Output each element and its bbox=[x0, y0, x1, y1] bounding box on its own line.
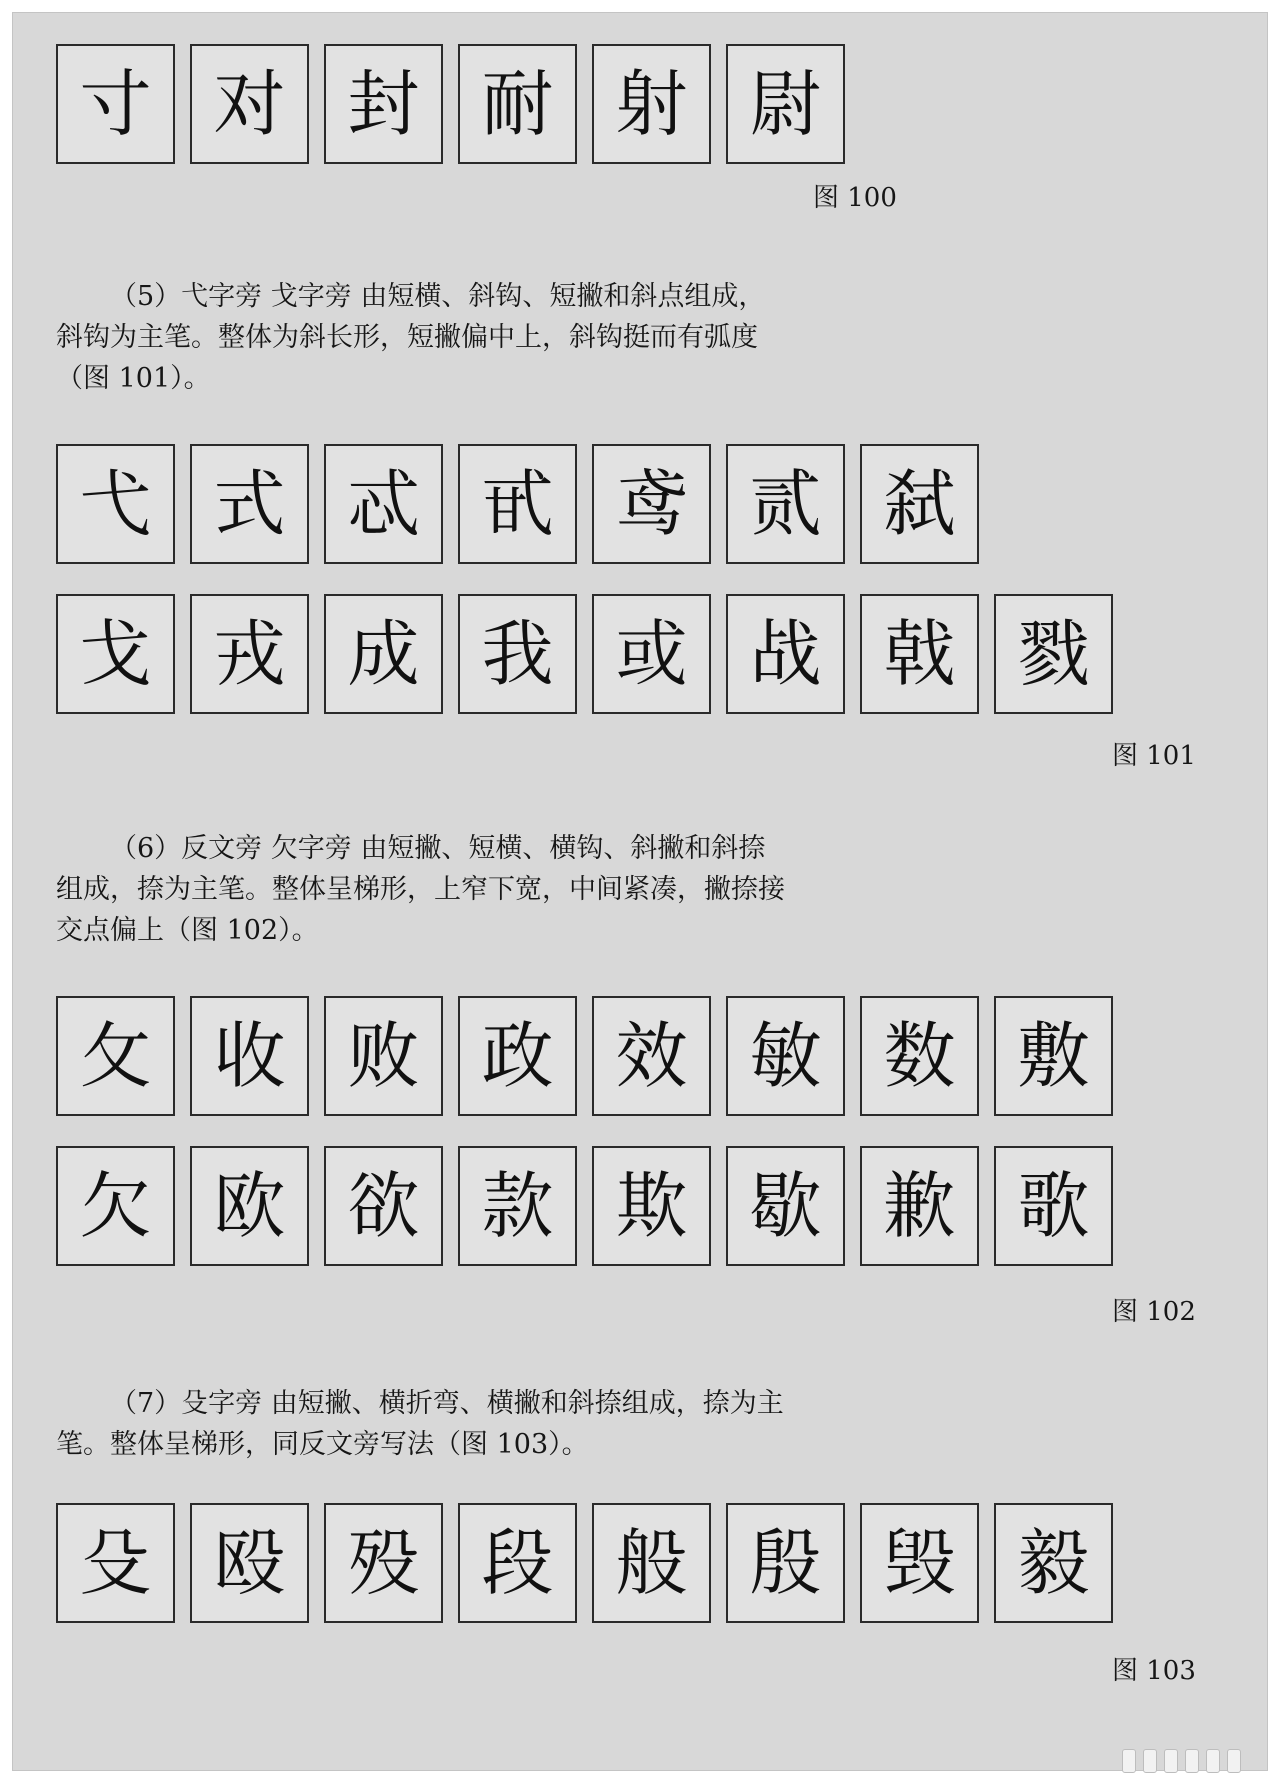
char-box bbox=[56, 1503, 175, 1623]
char-glyph: 敏 bbox=[749, 1014, 822, 1098]
char-box bbox=[592, 444, 711, 564]
char-glyph: 对 bbox=[213, 62, 286, 146]
char-glyph: 我 bbox=[481, 612, 554, 696]
char-box bbox=[458, 996, 577, 1116]
char-glyph: 殴 bbox=[213, 1521, 286, 1605]
gallery-indicator bbox=[1122, 1749, 1262, 1773]
char-glyph: 攵 bbox=[79, 1014, 152, 1098]
char-box bbox=[994, 1503, 1113, 1623]
char-glyph: 戮 bbox=[1017, 612, 1090, 696]
char-box bbox=[190, 1503, 309, 1623]
char-glyph: 鸢 bbox=[615, 462, 688, 546]
indicator-tick bbox=[1164, 1749, 1178, 1773]
char-box bbox=[726, 444, 845, 564]
char-glyph: 戈 bbox=[79, 612, 152, 696]
char-box bbox=[324, 44, 443, 164]
char-glyph: 败 bbox=[347, 1014, 420, 1098]
figure-caption-102: 图 102 bbox=[1112, 1297, 1196, 1327]
char-box bbox=[324, 1146, 443, 1266]
char-box bbox=[592, 1503, 711, 1623]
indicator-tick bbox=[1227, 1749, 1241, 1773]
char-glyph: 战 bbox=[749, 612, 822, 696]
char-box bbox=[860, 444, 979, 564]
char-box bbox=[324, 1503, 443, 1623]
indicator-tick bbox=[1122, 1749, 1136, 1773]
char-glyph: 欠 bbox=[79, 1164, 152, 1248]
char-box bbox=[190, 594, 309, 714]
char-glyph: 效 bbox=[615, 1014, 688, 1098]
char-box bbox=[994, 996, 1113, 1116]
char-box bbox=[190, 1146, 309, 1266]
char-box bbox=[860, 594, 979, 714]
char-glyph: 般 bbox=[615, 1521, 688, 1605]
char-box bbox=[860, 996, 979, 1116]
char-box bbox=[190, 996, 309, 1116]
char-glyph: 毅 bbox=[1017, 1521, 1090, 1605]
char-glyph: 或 bbox=[615, 612, 688, 696]
char-box bbox=[726, 594, 845, 714]
char-box bbox=[726, 1503, 845, 1623]
char-box bbox=[56, 594, 175, 714]
book-page bbox=[12, 12, 1268, 1771]
char-glyph: 数 bbox=[883, 1014, 956, 1098]
char-glyph: 成 bbox=[347, 612, 420, 696]
indicator-tick bbox=[1206, 1749, 1220, 1773]
char-box bbox=[592, 1146, 711, 1266]
char-box bbox=[458, 1146, 577, 1266]
char-box bbox=[56, 444, 175, 564]
char-glyph: 弋 bbox=[79, 462, 152, 546]
paragraph-6: （6）反文旁 欠字旁 由短撇、短横、横钩、斜撇和斜捺组成，捺为主笔。整体呈梯形，上窄下宽，中间紧凑，撇捺接交点偏上（图 102）。 bbox=[56, 833, 785, 946]
char-box bbox=[324, 594, 443, 714]
indicator-tick bbox=[1143, 1749, 1157, 1773]
char-glyph: 殁 bbox=[347, 1521, 420, 1605]
char-box bbox=[994, 1146, 1113, 1266]
char-glyph: 式 bbox=[213, 462, 286, 546]
char-glyph: 殷 bbox=[749, 1521, 822, 1605]
char-glyph: 射 bbox=[615, 62, 688, 146]
figure-caption-100: 图 100 bbox=[813, 183, 897, 213]
char-box bbox=[190, 444, 309, 564]
char-glyph: 封 bbox=[347, 62, 420, 146]
char-glyph: 殳 bbox=[79, 1521, 152, 1605]
char-box bbox=[860, 1503, 979, 1623]
char-glyph: 欺 bbox=[615, 1164, 688, 1248]
char-glyph: 弑 bbox=[883, 462, 956, 546]
char-box bbox=[56, 996, 175, 1116]
char-glyph: 寸 bbox=[79, 62, 152, 146]
char-box bbox=[592, 594, 711, 714]
char-glyph: 敷 bbox=[1017, 1014, 1090, 1098]
char-glyph: 款 bbox=[481, 1164, 554, 1248]
char-box bbox=[324, 444, 443, 564]
char-box bbox=[726, 996, 845, 1116]
char-glyph: 段 bbox=[481, 1521, 554, 1605]
paragraph-7: （7）殳字旁 由短撇、横折弯、横撇和斜捺组成，捺为主笔。整体呈梯形，同反文旁写法（图 103）。 bbox=[56, 1388, 784, 1460]
char-box bbox=[994, 594, 1113, 714]
char-box bbox=[458, 594, 577, 714]
char-box bbox=[458, 444, 577, 564]
figure-caption-101: 图 101 bbox=[1112, 741, 1196, 771]
char-box bbox=[592, 996, 711, 1116]
paragraph-5: （5）弋字旁 戈字旁 由短横、斜钩、短撇和斜点组成，斜钩为主笔。整体为斜长形，短撇偏中上，斜钩挺而有弧度（图 101）。 bbox=[56, 281, 766, 394]
char-box bbox=[592, 44, 711, 164]
char-glyph: 耐 bbox=[481, 62, 554, 146]
char-box bbox=[458, 44, 577, 164]
char-glyph: 甙 bbox=[481, 462, 554, 546]
figure-caption-103: 图 103 bbox=[1112, 1656, 1196, 1686]
char-glyph: 戟 bbox=[883, 612, 956, 696]
char-box bbox=[726, 1146, 845, 1266]
char-glyph: 收 bbox=[213, 1014, 286, 1098]
char-glyph: 政 bbox=[481, 1014, 554, 1098]
char-box bbox=[324, 996, 443, 1116]
char-glyph: 忒 bbox=[347, 462, 420, 546]
char-glyph: 歌 bbox=[1017, 1164, 1090, 1248]
char-glyph: 毁 bbox=[883, 1521, 956, 1605]
char-box bbox=[190, 44, 309, 164]
indicator-tick bbox=[1185, 1749, 1199, 1773]
char-box bbox=[860, 1146, 979, 1266]
char-box bbox=[458, 1503, 577, 1623]
char-glyph: 歉 bbox=[883, 1164, 956, 1248]
char-box bbox=[726, 44, 845, 164]
char-glyph: 戎 bbox=[213, 612, 286, 696]
char-glyph: 尉 bbox=[749, 62, 822, 146]
char-glyph: 歇 bbox=[749, 1164, 822, 1248]
char-glyph: 贰 bbox=[749, 462, 822, 546]
char-box bbox=[56, 44, 175, 164]
char-glyph: 欧 bbox=[213, 1164, 286, 1248]
char-glyph: 欲 bbox=[347, 1164, 420, 1248]
char-box bbox=[56, 1146, 175, 1266]
